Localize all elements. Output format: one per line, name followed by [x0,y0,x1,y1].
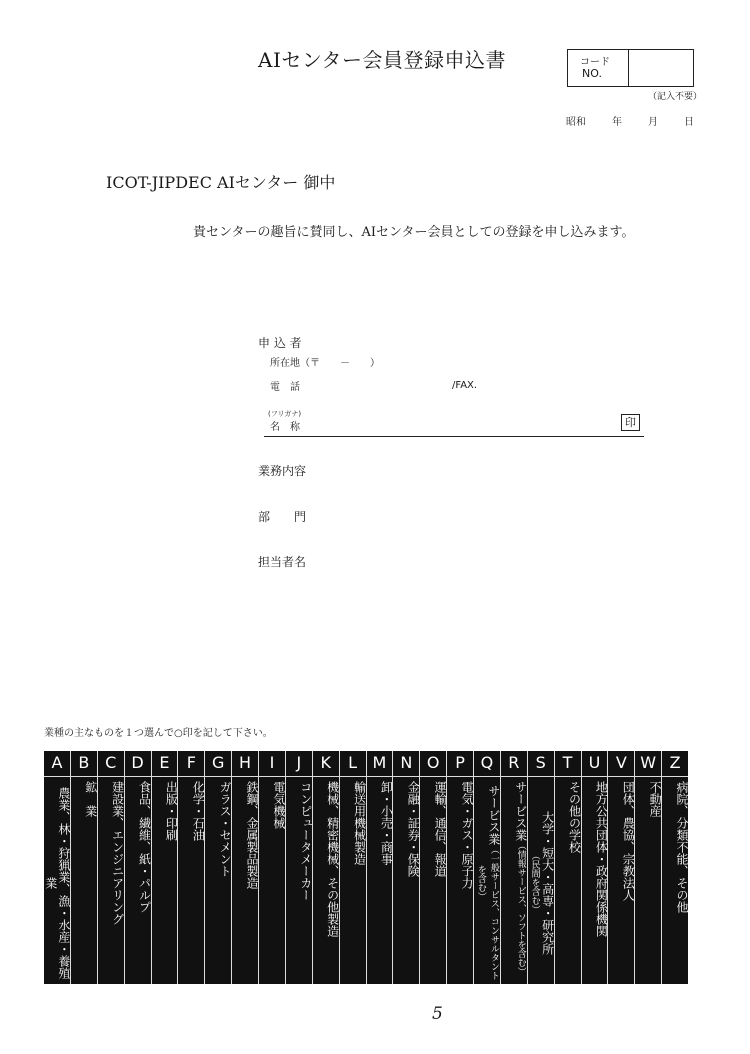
industry-header-divider [447,776,473,777]
industry-column-j[interactable] [286,751,313,984]
industry-letter: I [269,753,275,772]
address-label: 所在地（〒 － ） [270,358,380,369]
code-no-label: NO. [582,67,602,80]
industry-header-divider [71,776,97,777]
industry-name [44,781,70,984]
industry-name [393,781,419,877]
industry-column-v[interactable] [608,751,635,984]
industry-letter: F [186,753,196,772]
date-month: 月 [648,117,658,128]
code-box [567,49,694,87]
industry-name-main: 不動産 [648,781,663,817]
industry-name [420,781,446,877]
industry-name-sub: （一般サービス、コンサルタントを含む） [475,845,499,980]
industry-letter: Z [669,753,681,772]
industry-letter: W [640,753,657,772]
industry-header-divider [44,776,70,777]
industry-instruction: 業種の主なものを１つ選んで○印を記して下さい。 [44,728,273,739]
industry-letter: R [508,753,520,772]
industry-name-main: 病院、分類不能、その他 [675,781,689,913]
industry-header-divider [501,776,527,777]
industry-name-main: 出版・印刷 [164,781,179,841]
furigana-label: (フリガナ) [268,410,302,418]
industry-name-main: 鉄鋼、金属製品製造 [245,781,259,889]
industry-name [125,781,151,913]
industry-name-main: その他の学校 [567,781,582,853]
industry-column-f[interactable] [178,751,205,984]
industry-name-main: ガラス・セメント [218,781,233,877]
industry-column-r[interactable] [501,751,528,984]
industry-column-w[interactable] [635,751,662,984]
form-title: AIセンター会員登録申込書 [258,48,507,72]
industry-column-e[interactable] [152,751,179,984]
industry-letter: G [211,753,225,772]
industry-header-divider [152,776,178,777]
industry-letter: N [400,753,413,772]
industry-column-m[interactable] [367,751,394,984]
industry-name-main: 化学・石油 [191,781,206,841]
industry-name-sub: （情報サービス、ソフトを含む） [515,841,526,976]
applicant-label: 申 込 者 [258,336,302,350]
industry-header-divider [259,776,285,777]
industry-column-d[interactable] [125,751,152,984]
industry-column-u[interactable] [582,751,609,984]
industry-letter: U [588,753,601,772]
industry-letter: D [131,753,144,772]
industry-letter: C [105,753,117,772]
page-number: 5 [432,1004,443,1024]
industry-header-divider [98,776,124,777]
industry-letter: H [239,753,252,772]
industry-letter: M [372,753,387,772]
industry-column-n[interactable] [393,751,420,984]
industry-column-g[interactable] [205,751,232,984]
industry-column-i[interactable] [259,751,286,984]
industry-letter: K [320,753,331,772]
industry-name-main: 電気・ガス・原子力 [460,781,474,889]
industry-column-c[interactable] [98,751,125,984]
industry-name-main: 機械、精密機械、その他製造 [325,781,340,937]
industry-name [205,781,231,877]
industry-letter: P [455,753,465,772]
industry-letter: O [426,753,440,772]
industry-name [340,781,366,865]
industry-column-q[interactable] [474,751,501,984]
industry-name [501,781,527,976]
industry-name-main: 電気機械 [271,781,286,829]
industry-name [608,781,634,901]
industry-name [286,781,312,901]
industry-header-divider [205,776,231,777]
industry-column-p[interactable] [447,751,474,984]
department-label: 部 門 [258,510,307,524]
industry-name [474,781,500,984]
industry-header-divider [528,776,554,777]
industry-header-divider [232,776,258,777]
industry-header-divider [178,776,204,777]
industry-header-divider [340,776,366,777]
business-label: 業務内容 [258,464,307,478]
name-underline [264,436,644,437]
industry-name [259,781,285,829]
contact-label: 担当者名 [258,555,307,569]
industry-column-h[interactable] [232,751,259,984]
industry-header-divider [393,776,419,777]
date-era: 昭和 [566,117,586,128]
code-box-divider [628,50,629,86]
industry-header-divider [420,776,446,777]
industry-name [178,781,204,841]
name-label: 名 称 [270,422,300,433]
industry-column-z[interactable] [662,751,688,984]
industry-name-sub: （民間を含む） [529,851,540,914]
addressee: ICOT-JIPDEC AIセンター 御中 [106,173,336,192]
industry-letter: V [615,753,627,772]
industry-name [582,781,608,937]
industry-name [447,781,473,889]
industry-name-main: 卸・小売・商事 [379,781,394,865]
industry-header-divider [555,776,581,777]
industry-name-main: 大学・短大・高専・研究所 [540,810,555,955]
industry-name [71,781,97,817]
date-day: 日 [684,117,694,128]
industry-header-divider [662,776,688,777]
industry-letter: B [78,753,90,772]
industry-header-divider [286,776,312,777]
industry-name-main: コンピュータメーカー [298,781,313,901]
industry-name-main: 団体、農協、宗教法人 [621,781,636,901]
code-label: コード [580,57,610,68]
industry-table [44,751,688,984]
industry-name [367,781,393,865]
code-note: （記入不要） [648,92,703,102]
industry-header-divider [608,776,634,777]
industry-name [152,781,178,841]
industry-name-main: サービス業 [486,785,501,845]
date-year: 年 [612,117,622,128]
industry-letter: Q [480,753,494,772]
industry-column-k[interactable] [313,751,340,984]
industry-column-t[interactable] [555,751,582,984]
industry-name-main: 建設業、エンジニアリング [110,781,125,925]
industry-name-main: 金融・証券・保険 [406,781,421,877]
industry-name [555,781,581,853]
industry-name [528,781,554,984]
industry-name [232,781,258,889]
industry-name-main: 運輸、通信、報道 [433,781,448,877]
industry-column-o[interactable] [420,751,447,984]
industry-name [313,781,339,937]
industry-name-main: 食品、繊維、紙・パルプ [137,781,152,913]
industry-column-a[interactable] [44,751,71,984]
industry-name-main: 輸送用機械製造 [352,781,367,865]
industry-column-s[interactable] [528,751,555,984]
industry-letter: L [348,753,358,772]
industry-header-divider [582,776,608,777]
industry-header-divider [125,776,151,777]
industry-name-main: サービス業 [513,781,528,841]
industry-header-divider [367,776,393,777]
industry-letter: A [51,753,63,772]
intro-text: 貴センターの趣旨に賛同し、AIセンター会員としての登録を申し込みます。 [193,225,635,240]
industry-name-main: 鉱 業 [83,781,98,817]
industry-letter: S [535,753,546,772]
industry-column-b[interactable] [71,751,98,984]
industry-letter: T [562,753,573,772]
phone-label: 電 話 [270,382,300,393]
seal-box: 印 [621,414,640,431]
industry-header-divider [635,776,661,777]
industry-letter: J [296,753,302,772]
industry-header-divider [474,776,500,777]
industry-name-main: 農業、林・狩猟業、漁・水産・養殖業 [43,786,71,979]
industry-header-divider [313,776,339,777]
industry-name [98,781,124,925]
industry-name [635,781,661,817]
industry-letter: E [159,753,170,772]
industry-name-main: 地方公共団体・政府関係機関 [594,781,609,937]
fax-label: /FAX. [452,380,478,391]
industry-name [662,781,688,913]
industry-column-l[interactable] [340,751,367,984]
